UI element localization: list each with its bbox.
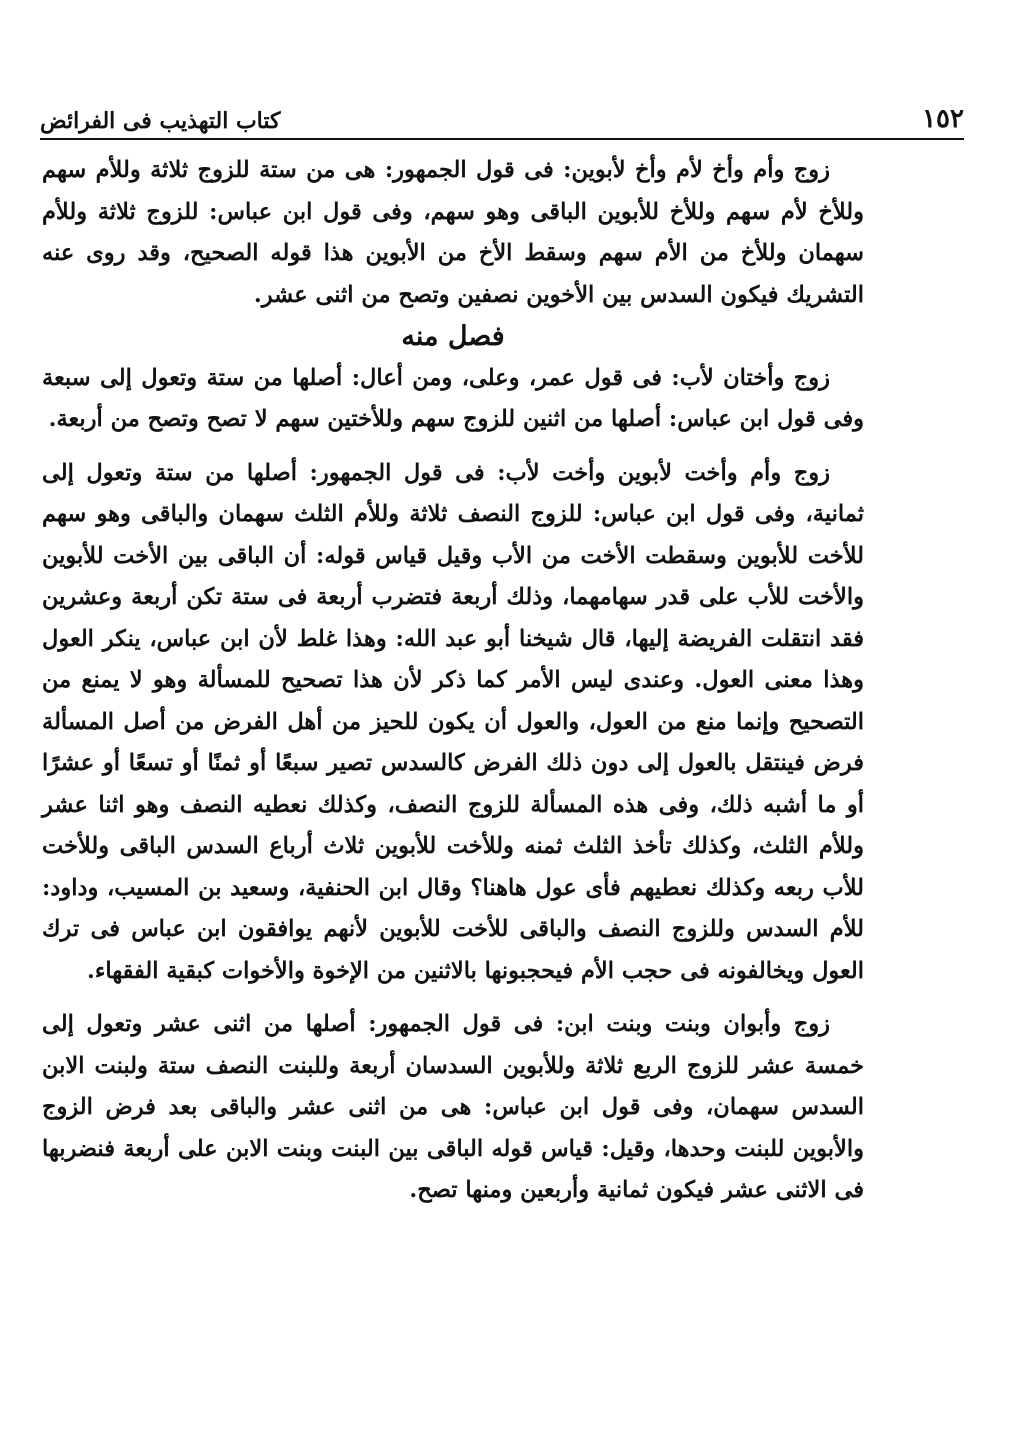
running-title: كتاب التهذيب فى الفرائض [40, 108, 281, 134]
paragraph-4: زوج وأبوان وبنت وبنت ابن: فى قول الجمهور: أصلها من اثنى عشر وتعول إلى خمسة عشر للزوج الربع ثلاثة وللأبوين السدسان أربعة وللبنت النصف ستة ولبنت الابن السدس سهمان، وفى قول ابن عباس: هى من اثنى عشر والباقى بعد فرض الزوج والأبوين للبنت وحدها، وقيل: قياس قوله الباقى بين البنت وبنت الابن على أربعة فنضربها فى الاثنى عشر فيكون ثمانية وأربعين ومنها تصح. [42, 1011, 864, 1203]
page-number: ١٥٢ [922, 104, 964, 134]
running-header [40, 100, 964, 140]
paragraph-gap [42, 441, 864, 453]
section-heading: فصل منه [401, 321, 505, 352]
paragraph-3: زوج وأم وأخت لأبوين وأخت لأب: فى قول الجمهور: أصلها من ستة وتعول إلى ثمانية، وفى قول ابن عباس: للزوج النصف ثلاثة وللأم الثلث سهمان والباقى وهو سهم للأخت للأبوين وسقطت الأخت من الأب وقيل قياس قوله: أن الباقى بين الأخت للأبوين والأخت للأب على قدر سهامهما، وذلك أربعة فتضرب أربعة فى ستة تكن أربعة وعشرين فقد انتقلت الفريضة إليها، قال شيخنا أبو عبد الله: وهذا غلط لأن ابن عباس، ينكر العول وهذا معنى العول. وعندى ليس الأمر كما ذكر لأن هذا تصحيح للمسألة وهو لا يمنع من التصحيح وإنما منع من العول، والعول أن يكون للحيز من أهل الفرض من أصل المسألة فرض فينتقل بالعول إلى دون ذلك الفرض كالسدس تصير سبعًا أو ثمنًا أو تسعًا أو عشرًا أو ما أشبه ذلك، وفى هذه المسألة للزوج النصف، وكذلك نعطيه النصف وهو اثنا عشر وللأم الثلث، وكذلك تأخذ الثلث ثمنه وللأخت للأبوين ثلاث أرباع السدس الباقى وللأخت للأب ربعه وكذلك نعطيهم فأى عول هاهنا؟ وقال ابن الحنفية، وسعيد بن المسيب، وداود: للأم السدس وللزوج النصف والباقى للأخت للأبوين لأنهم يوافقون ابن عباس فى ترك العول ويخالفونه فى حجب الأم فيحجبونها بالاثنين من الإخوة والأخوات كبقية الفقهاء. [42, 459, 864, 984]
paragraph-gap [42, 992, 864, 1004]
page-body [42, 150, 864, 1212]
paragraph-2: زوج وأختان لأب: فى قول عمر، وعلى، ومن أعال: أصلها من ستة وتعول إلى سبعة وفى قول ابن عباس: أصلها من اثنين للزوج سهم وللأختين سهم لا تصح وتصح من أربعة. [42, 364, 864, 432]
paragraph-1: زوج وأم وأخ لأم وأخ لأبوين: فى قول الجمهور: هى من ستة للزوج ثلاثة وللأم سهم وللأخ لأم سهم وللأخ للأبوين الباقى وهو سهم، وفى قول ابن عباس: للزوج ثلاثة وللأم سهمان وللأخ من الأم سهم وسقط الأخ من الأبوين هذا قوله الصحيح، وقد روى عنه التشريك فيكون السدس بين الأخوين نصفين وتصح من اثنى عشر. [42, 157, 864, 308]
